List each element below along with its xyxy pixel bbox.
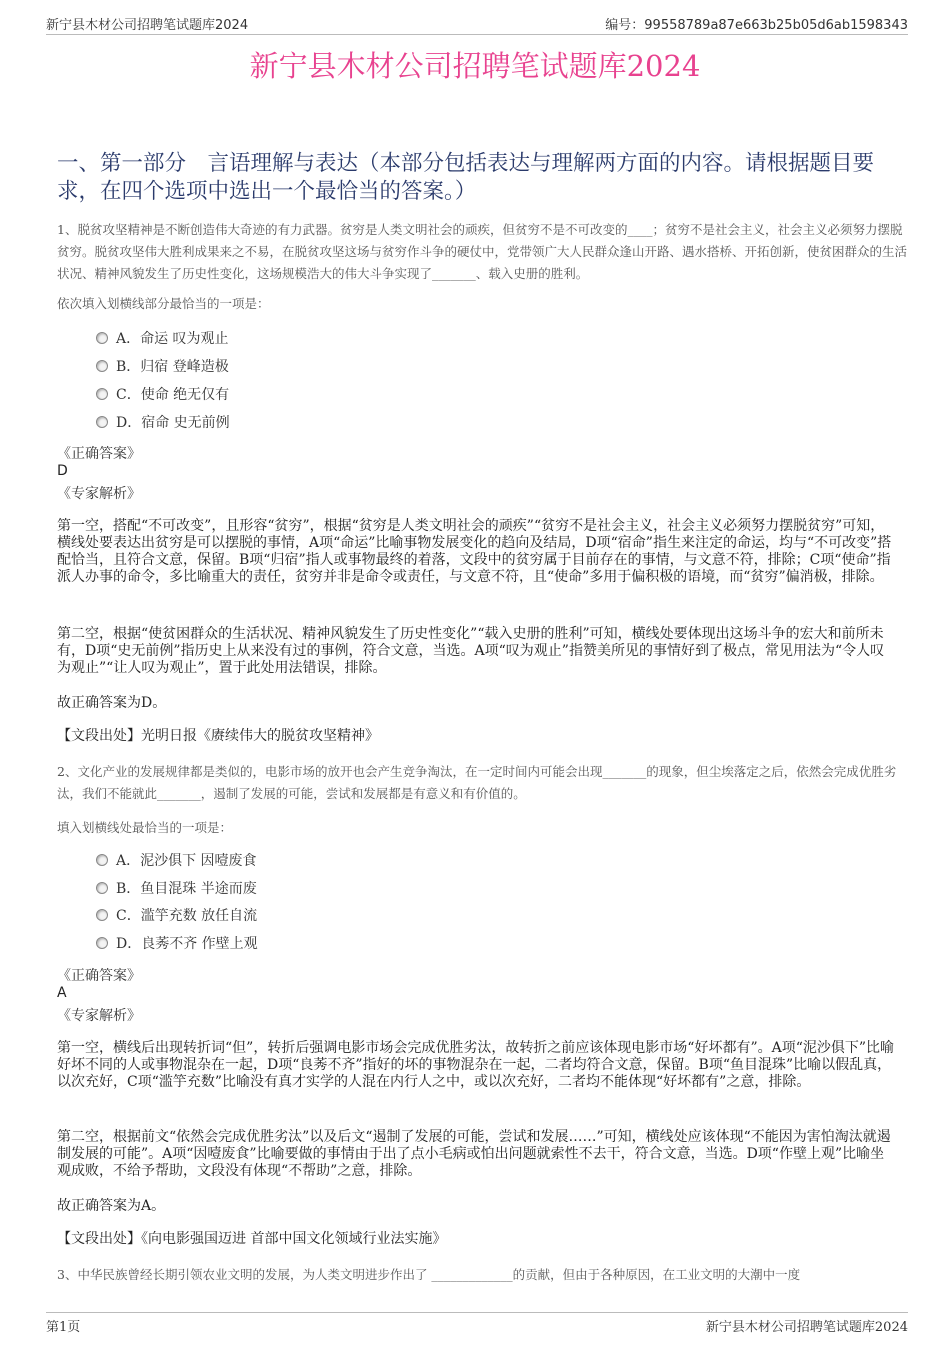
question-1-option-d[interactable]: D．宿命 史无前例 — [96, 412, 230, 434]
radio-icon[interactable] — [96, 909, 108, 921]
question-1-answer-label: 《正确答案》 — [57, 446, 141, 462]
question-1-explanation-1: 第一空，搭配“不可改变”，且形容“贫穷”，根据“贫穷是人类文明社会的顽疾”“贫穷不是社会主义，社会主义必须努力摆脱贫穷”可知，横线处要表达出贫穷是可以摆脱的事情，A项“命运”比喻事物发展变化的趋向及结局，D项“宿命”指生来注定的命运，均与“不可改变”搭配恰当，且符合文意，保留。B项“归宿”指人或事物最终的着落，文段中的贫穷属于目前存在的事情，与文意不符，排除；C项“使命”指派人办事的命令，多比喻重大的责任，贫穷并非是命令或责任，与文意不符，且“使命”多用于偏积极的语境，而“贫穷”偏消极，排除。 — [57, 518, 892, 585]
question-1-option-c[interactable]: C．使命 绝无仅有 — [96, 384, 229, 406]
question-2-prompt: 填入划横线处最恰当的一项是： — [57, 820, 233, 835]
question-2-text: 2、文化产业的发展规律都是类似的，电影市场的放开也会产生竞争淘汰，在一定时间内可能会出现_______的现象，但尘埃落定之后，依然会完成优胜劣汰，我们不能就此_______，遏制了发展的可能，尝试和发展都是有意义和有价值的。 — [57, 764, 897, 801]
page-footer — [46, 1312, 908, 1336]
question-1-text: 1、脱贫攻坚精神是不断创造伟大奇迹的有力武器。贫穷是人类文明社会的顽疾，但贫穷不是不可改变的____；贫穷不是社会主义，社会主义必须努力摆脱贫穷。脱贫攻坚伟大胜利成果来之不易，在脱贫攻坚这场与贫穷作斗争的硬仗中，党带领广大人民群众逢山开路、遇水搭桥、开拓创新，使贫困群众的生活状况、精神风貌发生了历史性变化，这场规模浩大的伟大斗争实现了_______、载入史册的胜利。 — [57, 222, 908, 281]
radio-icon[interactable] — [96, 388, 108, 400]
radio-icon[interactable] — [96, 332, 108, 344]
radio-icon[interactable] — [96, 854, 108, 866]
page-title: 新宁县木材公司招聘笔试题库2024 — [249, 49, 701, 83]
page-number: 第1页 — [46, 1320, 81, 1335]
question-2-answer-label: 《正确答案》 — [57, 968, 141, 984]
question-2-option-d[interactable]: D．良莠不齐 作壁上观 — [96, 933, 258, 955]
question-1-option-a[interactable]: A．命运 叹为观止 — [96, 328, 229, 350]
question-1-option-b[interactable]: B．归宿 登峰造极 — [96, 356, 229, 378]
question-2-conclusion: 故正确答案为A。 — [57, 1198, 166, 1214]
question-2-source: 【文段出处】《向电影强国迈进 首部中国文化领域行业法实施》 — [57, 1231, 447, 1247]
question-1-explanation-2: 第二空，根据“使贫困群众的生活状况、精神风貌发生了历史性变化”“载入史册的胜利”可知，横线处要体现出这场斗争的宏大和前所未有，D项“史无前例”指历史上从来没有过的事例，符合文意，当选。A项“叹为观止”指赞美所见的事情好到了极点，常见用法为“令人叹为观止”“让人叹为观止”，置于此处用法错误，排除。 — [57, 626, 885, 676]
question-2-answer: A — [57, 985, 67, 1001]
question-2-explanation-1: 第一空，横线后出现转折词“但”，转折后强调电影市场会完成优胜劣汰，故转折之前应该体现电影市场“好坏都有”。A项“泥沙俱下”比喻好坏不同的人或事物混杂在一起，D项“良莠不齐”指好的坏的事物混杂在一起，二者均符合文意，保留。B项“鱼目混珠”比喻以假乱真，以次充好，C项“滥竽充数”比喻没有真才实学的人混在内行人之中，或以次充好，二者均不能体现“好坏都有”之意，排除。 — [57, 1040, 895, 1090]
header-code: 编号：99558789a87e663b25b05d6ab1598343 — [605, 18, 908, 33]
question-2-option-a[interactable]: A．泥沙俱下 因噎废食 — [96, 850, 257, 872]
section-heading: 一、第一部分 言语理解与表达（本部分包括表达与理解两方面的内容。请根据题目要求，在四个选项中选出一个最恰当的答案。） — [57, 151, 875, 204]
question-3-text: 3、中华民族曾经长期引领农业文明的发展，为人类文明进步作出了 _____________的贡献，但由于各种原因，在工业文明的大潮中一度 — [57, 1267, 801, 1282]
question-1-answer: D — [57, 463, 68, 479]
radio-icon[interactable] — [96, 416, 108, 428]
header-title: 新宁县木材公司招聘笔试题库2024 — [46, 18, 249, 33]
footer-title: 新宁县木材公司招聘笔试题库2024 — [705, 1320, 908, 1335]
question-1-conclusion: 故正确答案为D。 — [57, 695, 167, 711]
question-1-prompt: 依次填入划横线部分最恰当的一项是： — [57, 296, 270, 311]
question-1-source: 【文段出处】光明日报《赓续伟大的脱贫攻坚精神》 — [57, 728, 379, 744]
question-1-analysis-label: 《专家解析》 — [57, 486, 141, 502]
radio-icon[interactable] — [96, 937, 108, 949]
radio-icon[interactable] — [96, 360, 108, 372]
question-2-explanation-2: 第二空，根据前文“依然会完成优胜劣汰”以及后文“遏制了发展的可能，尝试和发展……”可知，横线处应该体现“不能因为害怕淘汰就遏制发展的可能”。A项“因噎废食”比喻要做的事情由于出了点小毛病或怕出问题就索性不去干，符合文意，当选。D项“作壁上观”比喻坐观成败，不给予帮助，文段没有体现“不帮助”之意，排除。 — [57, 1129, 891, 1179]
document-code: 99558789a87e663b25b05d6ab1598343 — [644, 18, 908, 33]
page-header — [46, 14, 908, 35]
radio-icon[interactable] — [96, 882, 108, 894]
question-2-analysis-label: 《专家解析》 — [57, 1008, 141, 1024]
question-2-option-c[interactable]: C．滥竽充数 放任自流 — [96, 905, 257, 927]
question-2-option-b[interactable]: B．鱼目混珠 半途而废 — [96, 878, 257, 900]
